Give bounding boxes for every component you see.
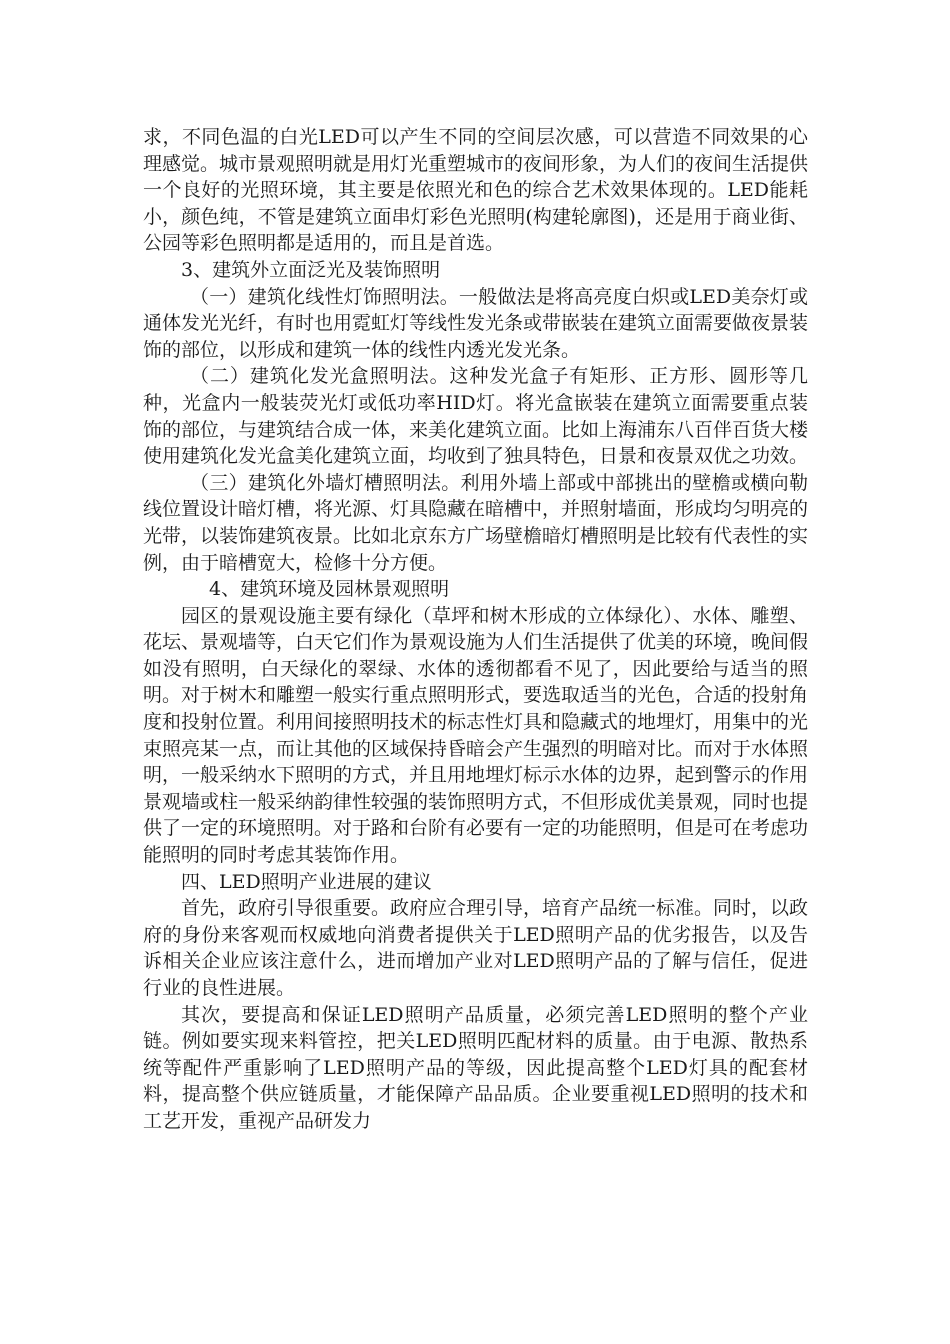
subsection-heading-4: 4、建筑环境及园林景观照明: [209, 578, 450, 601]
paragraph-quality: 其次，要提高和保证LED照明产品质量，必须完善LED照明的整个产业链。例如要实现来料管控，把关LED照明匹配材料的质量。由于电源、散热系统等配件严重影响了LED照明产品的等级，因此提高整个LED灯具的配套材料，提高整个供应链质量，才能保障产品品质。企业要重视LED照明的技术和工艺开发，重视产品研发力: [143, 1003, 808, 1132]
section-heading-4: 四、LED照明产业进展的建议: [181, 870, 432, 893]
paragraph-government: 首先，政府引导很重要。政府应合理引导，培育产品统一标准。同时，以政府的身份来客观而权威地向消费者提供关于LED照明产品的优劣报告，以及告诉相关企业应该注意什么，进而增加产业对LED照明产品的了解与信任，促进行业的良性进展。: [143, 897, 809, 999]
paragraph-landscape: 园区的景观设施主要有绿化（草坪和树木形成的立体绿化）、水体、雕塑、花坛、景观墙等，白天它们作为景观设施为人们生活提供了优美的环境，晚间假如没有照明，白天绿化的翠绿、水体的透彻都看不见了，因此要给与适当的照明。对于树木和雕塑一般实行重点照明形式，要选取适当的光色，合适的投射角度和投射位置。利用间接照明技术的标志性灯具和隐藏式的地埋灯，用集中的光束照亮某一点，而让其他的区域保持昏暗会产生强烈的明暗对比。而对于水体照明，一般采纳水下照明的方式，并且用地埋灯标示水体的边界，起到警示的作用景观墙或柱一般采纳韵律性较强的装饰照明方式，不但形成优美景观，同时也提供了一定的环境照明。对于路和台阶有必要有一定的功能照明，但是可在考虑功能照明的同时考虑其装饰作用。: [143, 604, 809, 867]
subsection-heading-3: 3、建筑外立面泛光及装饰照明: [181, 258, 441, 281]
paragraph-linear-lighting: （一）建筑化线性灯饰照明法。一般做法是将高亮度白炽或LED美奈灯或通体发光光纤，有时也用霓虹灯等线性发光条或带嵌装在建筑立面需要做夜景装饰的部位，以形成和建筑一体的线性内透光发光条。: [143, 285, 809, 361]
document-body: [143, 124, 808, 1135]
paragraph-continuation: 求，不同色温的白光LED可以产生不同的空间层次感，可以营造不同效果的心理感觉。城市景观照明就是用灯光重塑城市的夜间形象，为人们的夜间生活提供一个良好的光照环境，其主要是依照光和色的综合艺术效果体现的。LED能耗小，颜色纯，不管是建筑立面串灯彩色光照明(构建轮廓图)，还是用于商业街、公园等彩色照明都是适用的，而且是首选。: [143, 126, 809, 255]
paragraph-wall-trough: （三）建筑化外墙灯槽照明法。利用外墙上部或中部挑出的壁檐或横向勒线位置设计暗灯槽，将光源、灯具隐藏在暗槽中，并照射墙面，形成均匀明亮的光带，以装饰建筑夜景。比如北京东方广场壁檐暗灯槽照明是比较有代表性的实例，由于暗槽宽大，检修十分方便。: [143, 471, 809, 574]
paragraph-light-box: （二）建筑化发光盒照明法。这种发光盒子有矩形、正方形、圆形等几种，光盒内一般装荧光灯或低功率HID灯。将光盒嵌装在建筑立面需要重点装饰的部位，与建筑结合成一体，来美化建筑立面。比如上海浦东八百伴百货大楼使用建筑化发光盒美化建筑立面，均收到了独具特色，日景和夜景双优之功效。: [143, 365, 809, 468]
